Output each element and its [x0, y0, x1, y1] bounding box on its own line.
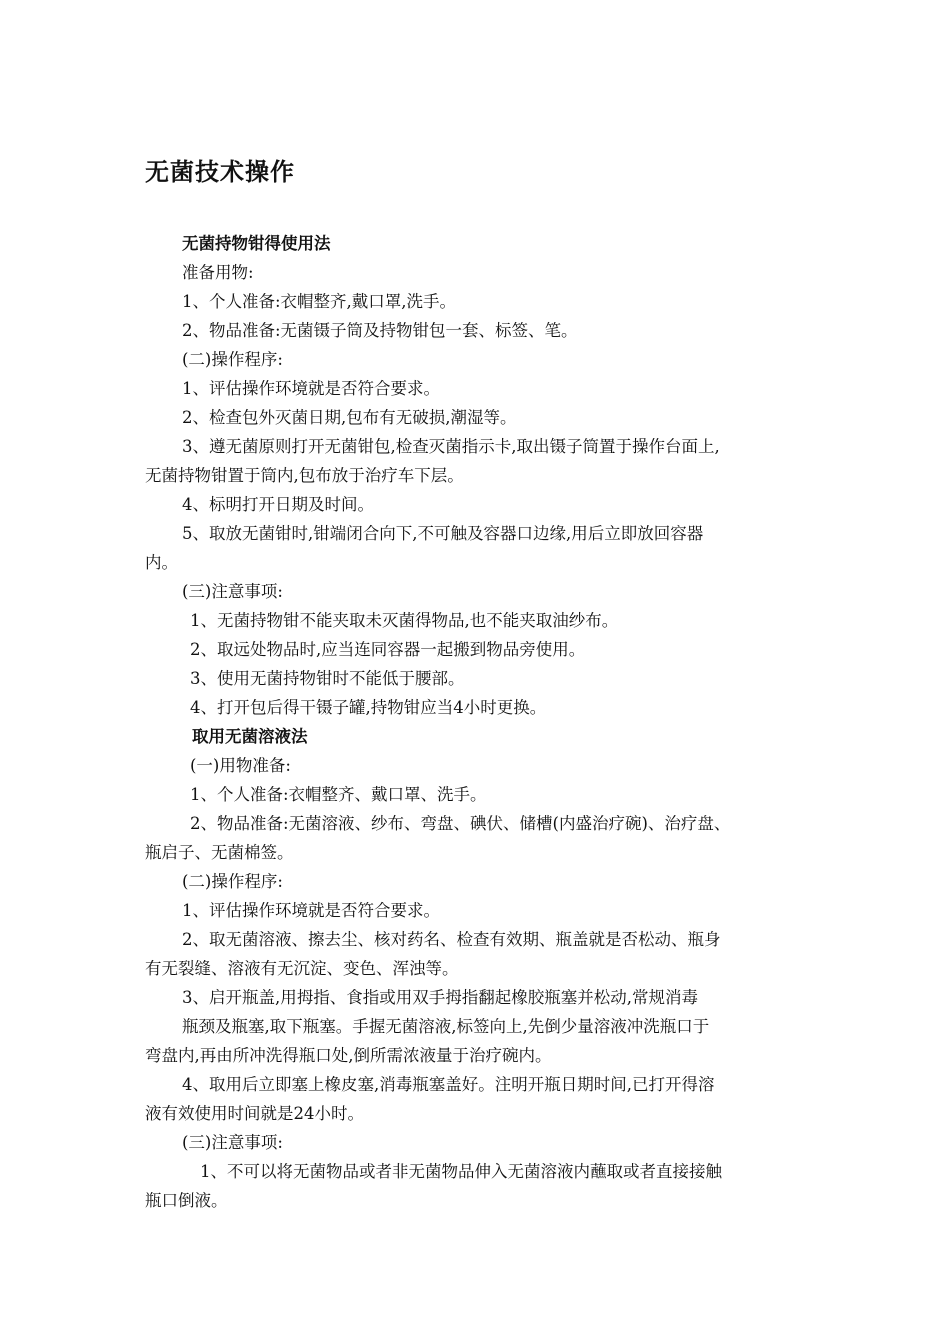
section-heading-forceps: 无菌持物钳得使用法: [182, 234, 331, 253]
note-item-2-1-cont: 瓶口倒液。: [145, 1191, 228, 1210]
note-item-3: 3、使用无菌持物钳时不能低于腰部。: [190, 669, 465, 688]
procedure-item-2-2-cont: 有无裂缝、溶液有无沉淀、变色、浑浊等。: [145, 959, 459, 978]
procedure-item-5-cont: 内。: [145, 553, 178, 572]
procedure-item-3: 3、遵无菌原则打开无菌钳包,检查灭菌指示卡,取出镊子筒置于操作台面上,: [182, 437, 720, 456]
section-heading-solution: 取用无菌溶液法: [192, 727, 308, 746]
prep-item-2-2: 2、物品准备:无菌溶液、纱布、弯盘、碘伏、储槽(内盛治疗碗)、治疗盘、: [190, 814, 731, 833]
procedure-label-2: (二)操作程序:: [182, 872, 283, 891]
procedure-item-2-4: 4、取用后立即塞上橡皮塞,消毒瓶塞盖好。注明开瓶日期时间,已打开得溶: [182, 1075, 715, 1094]
note-item-4: 4、打开包后得干镊子罐,持物钳应当4小时更换。: [190, 698, 547, 717]
note-item-2-1: 1、不可以将无菌物品或者非无菌物品伸入无菌溶液内蘸取或者直接接触: [200, 1162, 722, 1181]
note-item-1: 1、无菌持物钳不能夹取未灭菌得物品,也不能夹取油纱布。: [190, 611, 619, 630]
document-title: 无菌技术操作: [145, 158, 295, 186]
procedure-item-2: 2、检查包外灭菌日期,包布有无破损,潮湿等。: [182, 408, 517, 427]
procedure-item-5: 5、取放无菌钳时,钳端闭合向下,不可触及容器口边缘,用后立即放回容器: [182, 524, 704, 543]
procedure-item-2-3-cont2: 弯盘内,再由所冲洗得瓶口处,倒所需浓液量于治疗碗内。: [145, 1046, 552, 1065]
note-item-2: 2、取远处物品时,应当连同容器一起搬到物品旁使用。: [190, 640, 586, 659]
procedure-item-2-3-cont: 瓶颈及瓶塞,取下瓶塞。手握无菌溶液,标签向上,先倒少量溶液冲洗瓶口于: [182, 1017, 710, 1036]
prep-label-2: (一)用物准备:: [190, 756, 291, 775]
prep-label: 准备用物:: [182, 263, 254, 282]
procedure-item-4: 4、标明打开日期及时间。: [182, 495, 374, 514]
procedure-item-2-1: 1、评估操作环境就是否符合要求。: [182, 901, 440, 920]
procedure-item-1: 1、评估操作环境就是否符合要求。: [182, 379, 440, 398]
procedure-item-2-4-cont: 液有效使用时间就是24小时。: [145, 1104, 364, 1123]
prep-item-2-2-cont: 瓶启子、无菌棉签。: [145, 843, 294, 862]
document-body: [145, 229, 825, 1215]
prep-item-1: 1、个人准备:衣帽整齐,戴口罩,洗手。: [182, 292, 457, 311]
procedure-item-3-cont: 无菌持物钳置于筒内,包布放于治疗车下层。: [145, 466, 464, 485]
notes-label: (三)注意事项:: [182, 582, 283, 601]
procedure-item-2-2: 2、取无菌溶液、擦去尘、核对药名、检查有效期、瓶盖就是否松动、瓶身: [182, 930, 721, 949]
procedure-item-2-3: 3、启开瓶盖,用拇指、食指或用双手拇指翻起橡胶瓶塞并松动,常规消毒: [182, 988, 698, 1007]
prep-item-2-1: 1、个人准备:衣帽整齐、戴口罩、洗手。: [190, 785, 487, 804]
procedure-label: (二)操作程序:: [182, 350, 283, 369]
prep-item-2: 2、物品准备:无菌镊子筒及持物钳包一套、标签、笔。: [182, 321, 578, 340]
notes-label-2: (三)注意事项:: [182, 1133, 283, 1152]
